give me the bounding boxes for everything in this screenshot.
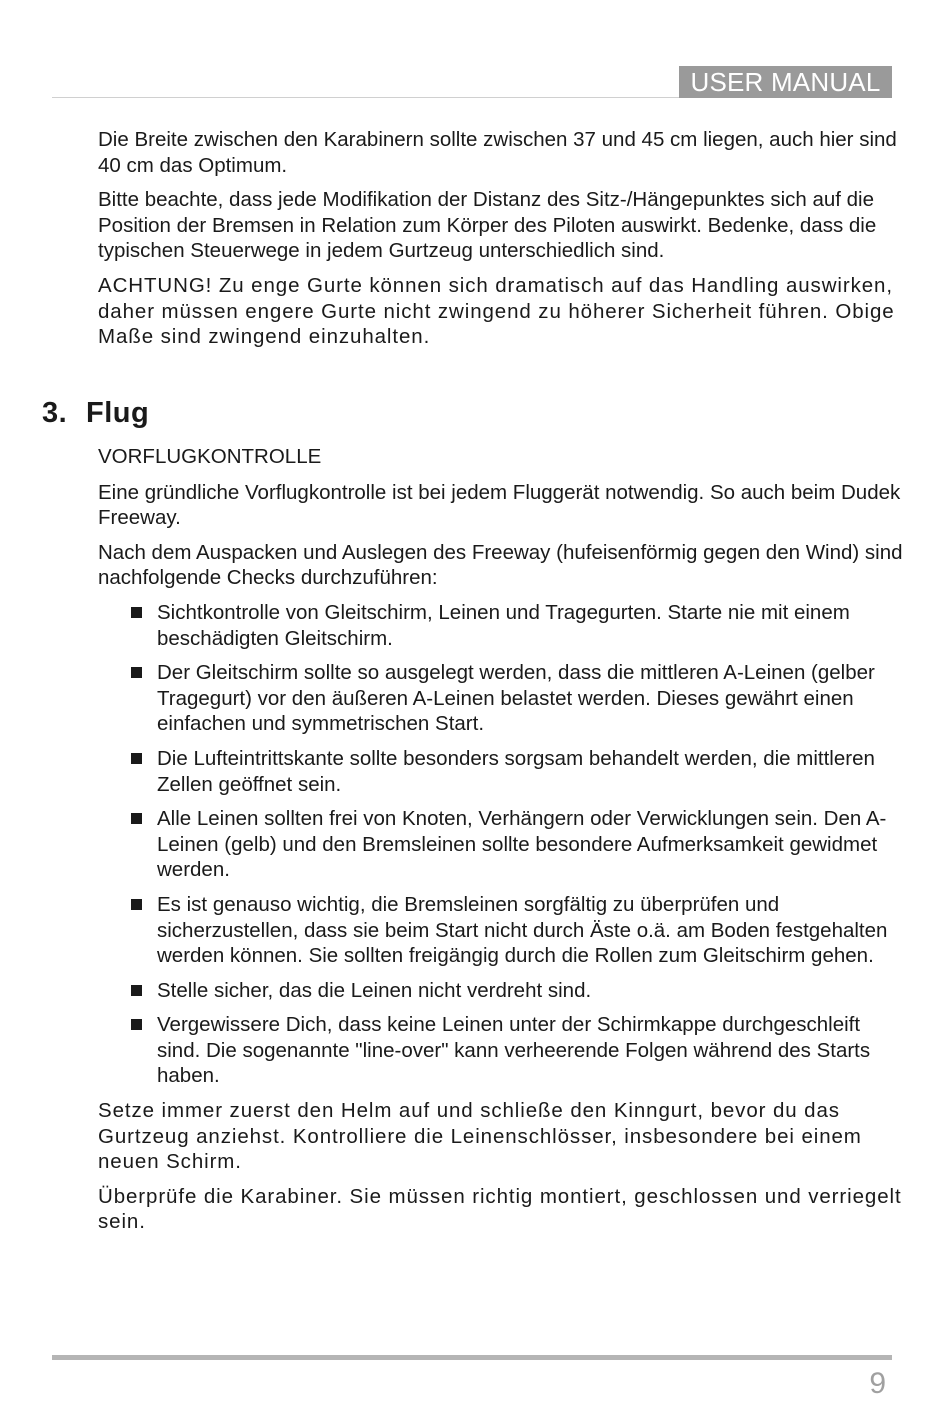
intro-text — [98, 127, 904, 359]
user-manual-tag: USER MANUAL — [679, 66, 892, 98]
square-bullet-icon — [131, 607, 142, 618]
square-bullet-icon — [131, 813, 142, 824]
list-item: Stelle sicher, das die Leinen nicht verdreht sind. — [98, 978, 904, 1004]
square-bullet-icon — [131, 753, 142, 764]
paragraph: Die Breite zwischen den Karabinern sollte zwischen 37 und 45 cm liegen, auch hier sind 40 cm das Optimum. — [98, 128, 897, 177]
square-bullet-icon — [131, 985, 142, 996]
list-item: Die Lufteintrittskante sollte besonders sorgsam behandelt werden, die mittleren Zellen geöffnet sein. — [98, 746, 904, 797]
subheading: VORFLUGKONTROLLE — [98, 445, 322, 468]
list-item: Der Gleitschirm sollte so ausgelegt werden, dass die mittleren A-Leinen (gelber Tragegurt) vor den äußeren A-Leinen belastet werden. Dieses gewährt einen einfachen und symmetrischen Start. — [98, 660, 904, 737]
paragraph: Eine gründliche Vorflugkontrolle ist bei jedem Fluggerät notwendig. So auch beim Dudek Freeway. — [98, 480, 901, 530]
warning-paragraph: ACHTUNG! Zu enge Gurte können sich dramatisch auf das Handling auswirken, daher müssen engere Gurte nicht zwingend zu höherer Sicherheit führen. Obige Maße sind zwingend einzuhalten. — [98, 273, 895, 349]
square-bullet-icon — [131, 1019, 142, 1030]
paragraph: Bitte beachte, dass jede Modifikation der Distanz des Sitz-/Hängepunktes sich auf die Position der Bremsen in Relation zum Körper des Piloten auswirkt. Bedenke, dass die typischen Steuerwege in jedem Gurtzeug unterschiedlich sind. — [98, 188, 877, 263]
list-item: Alle Leinen sollten frei von Knoten, Verhängern oder Verwicklungen sein. Den A-Leinen (gelb) und den Bremsleinen sollte besondere Aufmerksamkeit gewidmet werden. — [98, 806, 904, 883]
section-number: 3. — [42, 397, 68, 429]
list-item: Vergewissere Dich, dass keine Leinen unter der Schirmkappe durchgeschleift sind. Die sogenannte "line-over" kann verheerende Folgen während des Starts haben. — [98, 1012, 904, 1089]
section-title: Flug — [86, 397, 150, 429]
list-item: Es ist genauso wichtig, die Bremsleinen sorgfältig zu überprüfen und sicherzustellen, dass sie beim Start nicht durch Äste o.ä. am Boden festgehalten werden können. Sie sollten freigängig durch die Rollen zum Gleitschirm gehen. — [98, 892, 904, 969]
square-bullet-icon — [131, 667, 142, 678]
paragraph: Überprüfe die Karabiner. Sie müssen richtig montiert, geschlossen und verriegelt sein. — [98, 1184, 902, 1234]
section-body — [98, 444, 904, 1244]
paragraph: Setze immer zuerst den Helm auf und schließe den Kinngurt, bevor du das Gurtzeug anziehst. Kontrolliere die Leinenschlösser, insbesondere bei einem neuen Schirm. — [98, 1099, 862, 1174]
list-item: Sichtkontrolle von Gleitschirm, Leinen und Tragegurten. Starte nie mit einem beschädigten Gleitschirm. — [98, 600, 904, 651]
paragraph: Nach dem Auspacken und Auslegen des Freeway (hufeisenförmig gegen den Wind) sind nachfolgende Checks durchzuführen: — [98, 540, 903, 590]
page-number: 9 — [869, 1367, 886, 1400]
checklist — [98, 600, 904, 1089]
section-heading — [42, 395, 149, 431]
square-bullet-icon — [131, 899, 142, 910]
footer-divider — [52, 1355, 892, 1360]
